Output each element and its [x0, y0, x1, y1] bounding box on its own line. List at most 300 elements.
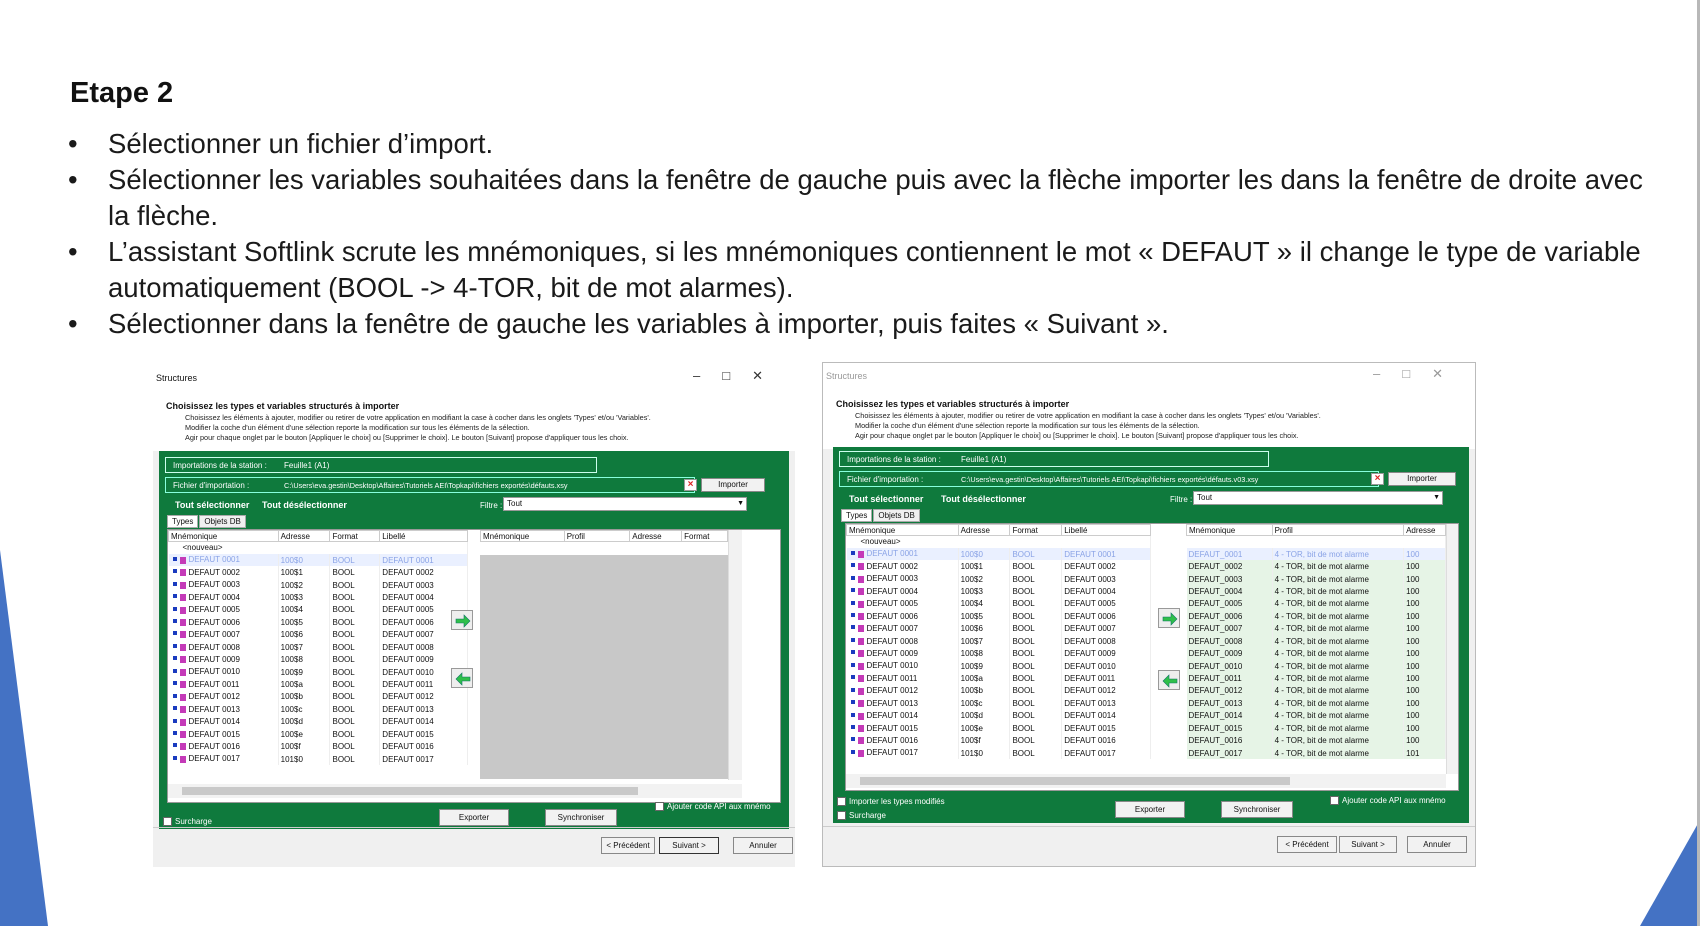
address-cell: 100$6 — [958, 623, 1010, 635]
mnemonic-cell — [169, 554, 279, 566]
table-row[interactable] — [847, 598, 1151, 610]
variable-icon — [849, 687, 867, 696]
format-cell: BOOL — [330, 641, 380, 653]
bit-icon — [173, 557, 177, 561]
mnemonic-text: DEFAUT 0012 — [188, 692, 240, 702]
struct-icon — [858, 576, 864, 583]
tab-types[interactable]: Types — [167, 515, 198, 528]
mnemonic-cell — [847, 610, 959, 622]
table-header-row — [1187, 525, 1446, 536]
profile-cell: 4 - TOR, bit de mot alarme — [1272, 685, 1404, 697]
mnemonic-text: DEFAUT 0015 — [188, 729, 240, 739]
station-value: Feuille1 (A1) — [284, 461, 330, 470]
format-cell: BOOL — [1010, 585, 1062, 597]
table-row[interactable] — [847, 747, 1151, 759]
bit-icon — [173, 743, 177, 747]
profile-cell: 4 - TOR, bit de mot alarme — [1272, 585, 1404, 597]
format-cell: BOOL — [1010, 697, 1062, 709]
struct-icon — [180, 669, 186, 676]
new-row-label: <nouveau> — [169, 542, 468, 554]
horizontal-scrollbar[interactable] — [168, 784, 742, 798]
struct-icon — [180, 694, 186, 701]
variable-icon — [171, 718, 189, 727]
spacer-cell — [1187, 536, 1446, 548]
address-cell: 100$c — [958, 697, 1010, 709]
import-arrow-button[interactable] — [1158, 608, 1180, 628]
label-cell: DEFAUT 0007 — [380, 629, 468, 641]
struct-icon — [858, 650, 864, 657]
synchroniser-button[interactable]: Synchroniser — [1221, 801, 1293, 818]
mnemonic-cell: DEFAUT_0005 — [1187, 598, 1273, 610]
column-header: Profil — [1272, 525, 1404, 536]
address-cell: 100$6 — [278, 629, 330, 641]
bit-icon — [851, 551, 855, 555]
file-label: Fichier d'importation : — [173, 481, 250, 490]
address-cell: 100 — [1404, 672, 1446, 684]
address-cell: 100 — [1404, 685, 1446, 697]
mnemonic-cell — [169, 678, 279, 690]
struct-icon — [180, 582, 186, 589]
address-cell: 100 — [1404, 623, 1446, 635]
mnemonic-text: DEFAUT 0006 — [866, 611, 918, 621]
profile-cell: 4 - TOR, bit de mot alarme — [1272, 598, 1404, 610]
variable-icon — [849, 550, 867, 559]
variable-icon — [849, 699, 867, 708]
table-row[interactable] — [847, 647, 1151, 659]
api-code-label: Ajouter code API aux mnémo — [1342, 796, 1446, 805]
right-corner-shape — [1640, 820, 1700, 926]
exporter-button[interactable]: Exporter — [439, 809, 509, 826]
table-row[interactable] — [1187, 660, 1446, 672]
modified-types-checkbox[interactable] — [837, 797, 846, 806]
bit-icon — [851, 750, 855, 754]
variable-icon — [171, 655, 189, 664]
table-row[interactable] — [1187, 610, 1446, 622]
importer-button[interactable]: Importer — [701, 478, 765, 492]
table-row[interactable] — [1187, 623, 1446, 635]
window-title: Structures — [156, 373, 198, 383]
address-cell: 100$1 — [278, 566, 330, 578]
bit-icon — [851, 601, 855, 605]
select-all-link[interactable]: Tout sélectionner — [175, 500, 250, 510]
address-cell: 100$4 — [958, 598, 1010, 610]
mnemonic-cell: DEFAUT_0016 — [1187, 735, 1273, 747]
mnemonic-text: DEFAUT 0011 — [188, 679, 240, 689]
address-cell: 100$4 — [278, 604, 330, 616]
mnemonic-text: DEFAUT 0004 — [188, 592, 240, 602]
struct-icon — [180, 719, 186, 726]
tab-types[interactable]: Types — [841, 509, 872, 522]
bit-icon — [851, 675, 855, 679]
right-table[interactable] — [1186, 524, 1446, 759]
mnemonic-text: DEFAUT 0002 — [866, 561, 918, 571]
bit-icon — [173, 731, 177, 735]
address-cell: 100$c — [278, 703, 330, 715]
mnemonic-text: DEFAUT 0006 — [188, 617, 240, 627]
importer-button[interactable]: Importer — [1388, 472, 1456, 486]
previous-button[interactable]: < Précédent — [1277, 836, 1337, 853]
table-row[interactable] — [847, 735, 1151, 747]
mnemonic-text: DEFAUT 0002 — [188, 567, 240, 577]
bullet-item: • Sélectionner les variables souhaitées dans la fenêtre de gauche puis avec la flèche importer les dans la fenêtre de droite avec la flèche. — [68, 164, 1643, 231]
table-row[interactable] — [169, 591, 468, 603]
column-header: Mnémonique — [847, 525, 959, 536]
profile-cell: 4 - TOR, bit de mot alarme — [1272, 573, 1404, 585]
column-header: Libellé — [380, 531, 468, 542]
left-table[interactable] — [846, 524, 1151, 759]
api-code-checkbox[interactable] — [1330, 796, 1339, 805]
bit-icon — [173, 669, 177, 673]
mnemonic-cell: DEFAUT_0017 — [1187, 747, 1273, 759]
format-cell: BOOL — [1010, 598, 1062, 610]
mnemonic-text: DEFAUT 0004 — [866, 586, 918, 596]
chevron-down-icon: ▼ — [1433, 494, 1440, 501]
api-code-checkbox[interactable] — [655, 802, 664, 811]
variable-icon — [171, 630, 189, 639]
mnemonic-text: DEFAUT 0016 — [866, 736, 918, 746]
mnemonic-cell — [847, 635, 959, 647]
address-cell: 100 — [1404, 598, 1446, 610]
arrow-right-icon — [455, 614, 471, 628]
bit-icon — [851, 688, 855, 692]
table-row[interactable] — [1187, 573, 1446, 585]
table-row[interactable] — [169, 579, 468, 591]
dialog-instructions: Choisissez les éléments à ajouter, modifier ou retirer de votre application en modifiant la case à cocher dans les onglets 'Types' et/ou 'Variables'. Modifier la coche d'un élément d'une sélection reporte la modification sur tous les éléments de la sélection. Agir pour chaque onglet par le bouton [Appliquer le choix] ou [Supprimer le choix]. Le bouton [Suivant] propose d'appliquer tous les choix. — [185, 413, 651, 442]
variable-icon — [171, 680, 189, 689]
bit-icon — [851, 625, 855, 629]
surcharge-checkbox[interactable] — [837, 811, 846, 820]
format-cell: BOOL — [330, 566, 380, 578]
variable-icon — [849, 600, 867, 609]
bit-icon — [173, 756, 177, 760]
tab-objets-db[interactable]: Objets DB — [199, 515, 245, 528]
address-cell: 100$8 — [958, 647, 1010, 659]
mnemonic-text: DEFAUT 0013 — [188, 704, 240, 714]
file-path-value: C:\Users\eva.gestin\Desktop\Affaires\Tutoriels AEI\Topkapi\fichiers exportés\défauts.v03.xsy — [961, 475, 1259, 484]
profile-cell: 4 - TOR, bit de mot alarme — [1272, 610, 1404, 622]
vertical-scrollbar[interactable] — [728, 530, 742, 780]
column-header: Format — [682, 531, 728, 542]
column-header: Format — [1010, 525, 1062, 536]
dialog-heading: Choisissez les types et variables structurés à importer — [836, 399, 1070, 409]
format-cell: BOOL — [1010, 610, 1062, 622]
table-row[interactable] — [847, 710, 1151, 722]
bit-icon — [851, 638, 855, 642]
label-cell: DEFAUT 0005 — [380, 604, 468, 616]
table-row[interactable] — [1187, 672, 1446, 684]
variable-icon — [849, 736, 867, 745]
mnemonic-text: DEFAUT 0003 — [866, 574, 918, 584]
mnemonic-text: DEFAUT 0001 — [866, 549, 918, 559]
bit-icon — [851, 725, 855, 729]
exporter-button[interactable]: Exporter — [1115, 801, 1185, 818]
left-corner-shape — [0, 550, 48, 926]
address-cell: 100 — [1404, 548, 1446, 560]
table-row[interactable] — [847, 672, 1151, 684]
tab-bar — [841, 509, 921, 522]
table-row[interactable] — [847, 660, 1151, 672]
mnemonic-cell — [847, 585, 959, 597]
mnemonic-text: DEFAUT 0012 — [866, 686, 918, 696]
scroll-thumb[interactable] — [860, 777, 1290, 785]
station-label: Importations de la station : — [173, 461, 267, 470]
address-cell: 100$0 — [278, 554, 330, 566]
struct-icon — [180, 594, 186, 601]
mnemonic-cell: DEFAUT_0002 — [1187, 560, 1273, 572]
title-bar — [823, 363, 1475, 391]
struct-icon — [180, 743, 186, 750]
table-row[interactable] — [1187, 710, 1446, 722]
mnemonic-cell — [169, 566, 279, 578]
table-row[interactable] — [847, 697, 1151, 709]
bullet-list — [68, 126, 1668, 342]
variable-icon — [171, 593, 189, 602]
label-cell: DEFAUT 0016 — [380, 741, 468, 753]
mnemonic-cell — [169, 703, 279, 715]
table-row[interactable] — [847, 573, 1151, 585]
format-cell: BOOL — [330, 591, 380, 603]
table-row[interactable] — [169, 691, 468, 703]
surcharge-checkbox[interactable] — [163, 817, 172, 826]
label-cell: DEFAUT 0013 — [1062, 697, 1151, 709]
variable-icon — [171, 755, 189, 764]
surcharge-label: Surcharge — [849, 811, 886, 820]
variable-icon — [849, 624, 867, 633]
table-row[interactable] — [847, 548, 1151, 560]
structures-dialog-after — [822, 362, 1476, 867]
table-row[interactable] — [847, 685, 1151, 697]
label-cell: DEFAUT 0013 — [380, 703, 468, 715]
format-cell: BOOL — [1010, 548, 1062, 560]
bit-icon — [173, 694, 177, 698]
table-row[interactable] — [169, 728, 468, 740]
table-row[interactable] — [1187, 598, 1446, 610]
label-cell: DEFAUT 0003 — [380, 579, 468, 591]
mnemonic-cell — [847, 735, 959, 747]
cancel-button[interactable]: Annuler — [733, 837, 793, 854]
mnemonic-text: DEFAUT 0010 — [188, 667, 240, 677]
table-row[interactable] — [169, 629, 468, 641]
mnemonic-cell — [169, 591, 279, 603]
mnemonic-cell — [847, 560, 959, 572]
mnemonic-cell — [847, 722, 959, 734]
bit-icon — [173, 594, 177, 598]
address-cell: 100 — [1404, 697, 1446, 709]
new-row[interactable] — [847, 536, 1151, 548]
mnemonic-cell — [169, 616, 279, 628]
bit-icon — [173, 681, 177, 685]
arrow-left-icon — [1162, 674, 1178, 688]
variable-icon — [171, 705, 189, 714]
table-row[interactable] — [169, 716, 468, 728]
mnemonic-cell — [847, 647, 959, 659]
table-row[interactable] — [169, 678, 468, 690]
table-row[interactable] — [169, 666, 468, 678]
column-header: Adresse — [1404, 525, 1446, 536]
mnemonic-cell: DEFAUT_0009 — [1187, 647, 1273, 659]
label-cell: DEFAUT 0003 — [1062, 573, 1151, 585]
struct-icon — [180, 644, 186, 651]
previous-button[interactable]: < Précédent — [601, 837, 655, 854]
bit-icon — [173, 656, 177, 660]
mnemonic-cell: DEFAUT_0014 — [1187, 710, 1273, 722]
profile-cell: 4 - TOR, bit de mot alarme — [1272, 660, 1404, 672]
format-cell: BOOL — [1010, 573, 1062, 585]
select-all-link[interactable]: Tout sélectionner — [849, 494, 924, 504]
struct-icon — [858, 563, 864, 570]
tab-objets-db[interactable]: Objets DB — [873, 509, 919, 522]
address-cell: 100$d — [958, 710, 1010, 722]
label-cell: DEFAUT 0012 — [380, 691, 468, 703]
format-cell: BOOL — [330, 554, 380, 566]
table-row[interactable] — [847, 610, 1151, 622]
mnemonic-text: DEFAUT 0008 — [866, 636, 918, 646]
struct-icon — [180, 607, 186, 614]
label-cell: DEFAUT 0011 — [1062, 672, 1151, 684]
new-row[interactable] — [169, 542, 468, 554]
variable-icon — [171, 618, 189, 627]
struct-icon — [858, 613, 864, 620]
filter-select[interactable]: Tout ▼ — [503, 497, 747, 511]
struct-icon — [180, 656, 186, 663]
table-row[interactable] — [169, 641, 468, 653]
table-row[interactable] — [847, 623, 1151, 635]
mnemonic-cell — [169, 653, 279, 665]
column-header: Format — [330, 531, 380, 542]
next-button[interactable]: Suivant > — [659, 837, 719, 854]
address-cell: 100$5 — [278, 616, 330, 628]
table-row[interactable] — [169, 604, 468, 616]
slide-title: Etape 2 — [70, 77, 174, 109]
mnemonic-cell — [847, 685, 959, 697]
label-cell: DEFAUT 0012 — [1062, 685, 1151, 697]
table-row[interactable] — [1187, 560, 1446, 572]
struct-icon — [180, 569, 186, 576]
profile-cell: 4 - TOR, bit de mot alarme — [1272, 722, 1404, 734]
table-row[interactable] — [847, 635, 1151, 647]
format-cell: BOOL — [1010, 722, 1062, 734]
chevron-down-icon: ▼ — [737, 500, 744, 507]
variable-icon — [849, 674, 867, 683]
remove-arrow-button[interactable] — [1158, 670, 1180, 690]
address-cell: 100 — [1404, 585, 1446, 597]
clear-file-icon[interactable]: × — [1371, 473, 1384, 485]
label-cell: DEFAUT 0006 — [1062, 610, 1151, 622]
window-controls[interactable]: –□✕ — [1373, 366, 1465, 381]
deselect-all-link[interactable]: Tout désélectionner — [262, 500, 347, 510]
table-row[interactable] — [169, 703, 468, 715]
struct-icon — [858, 588, 864, 595]
format-cell: BOOL — [1010, 735, 1062, 747]
vertical-scrollbar[interactable] — [1446, 524, 1459, 774]
struct-icon — [858, 700, 864, 707]
table-row[interactable] — [1187, 635, 1446, 647]
column-header: Libellé — [1062, 525, 1151, 536]
mnemonic-text: DEFAUT 0001 — [188, 555, 240, 565]
mnemonic-cell: DEFAUT_0003 — [1187, 573, 1273, 585]
mnemonic-cell: DEFAUT_0013 — [1187, 697, 1273, 709]
mnemonic-cell: DEFAUT_0012 — [1187, 685, 1273, 697]
mnemonic-text: DEFAUT 0009 — [866, 648, 918, 658]
mnemonic-cell: DEFAUT_0004 — [1187, 585, 1273, 597]
table-row[interactable] — [1187, 548, 1446, 560]
synchroniser-button[interactable]: Synchroniser — [545, 809, 617, 826]
new-row-label: <nouveau> — [847, 536, 1151, 548]
table-row[interactable] — [169, 566, 468, 578]
table-row[interactable] — [1187, 747, 1446, 759]
deselect-all-link[interactable]: Tout désélectionner — [941, 494, 1026, 504]
variables-panel — [845, 523, 1459, 791]
dialog-header — [823, 391, 1475, 449]
table-row[interactable] — [169, 554, 468, 566]
table-row[interactable] — [1187, 735, 1446, 747]
mnemonic-cell — [847, 623, 959, 635]
table-row[interactable] — [1187, 722, 1446, 734]
table-row[interactable] — [169, 753, 468, 765]
arrow-right-icon — [1162, 612, 1178, 626]
profile-cell: 4 - TOR, bit de mot alarme — [1272, 672, 1404, 684]
address-cell: 100$f — [278, 741, 330, 753]
mnemonic-cell — [169, 629, 279, 641]
mnemonic-cell — [847, 697, 959, 709]
mnemonic-text: DEFAUT 0017 — [188, 754, 240, 764]
scroll-thumb[interactable] — [182, 787, 638, 795]
address-cell: 100$7 — [278, 641, 330, 653]
table-row[interactable] — [1187, 585, 1446, 597]
mnemonic-text: DEFAUT 0014 — [188, 717, 240, 727]
column-header: Mnémonique — [169, 531, 279, 542]
import-arrow-button[interactable] — [451, 610, 473, 630]
window-controls[interactable]: –□✕ — [693, 368, 785, 383]
format-cell: BOOL — [330, 678, 380, 690]
address-cell: 100$9 — [278, 666, 330, 678]
table-row[interactable] — [169, 741, 468, 753]
address-cell: 100$2 — [278, 579, 330, 591]
variable-icon — [171, 668, 189, 677]
right-table[interactable] — [480, 530, 728, 542]
mnemonic-text: DEFAUT 0008 — [188, 642, 240, 652]
bit-icon — [173, 582, 177, 586]
remove-arrow-button[interactable] — [451, 668, 473, 688]
cancel-button[interactable]: Annuler — [1407, 836, 1467, 853]
surcharge-label: Surcharge — [175, 817, 212, 826]
table-row[interactable] — [847, 560, 1151, 572]
filter-label: Filtre : — [480, 501, 503, 510]
table-row[interactable] — [847, 722, 1151, 734]
mnemonic-cell: DEFAUT_0015 — [1187, 722, 1273, 734]
struct-icon — [858, 601, 864, 608]
filter-select[interactable]: Tout ▼ — [1193, 491, 1443, 505]
variable-icon — [171, 606, 189, 615]
table-row[interactable] — [1187, 685, 1446, 697]
horizontal-scrollbar[interactable] — [846, 774, 1446, 788]
table-header-row — [169, 531, 468, 542]
table-row[interactable] — [169, 616, 468, 628]
label-cell: DEFAUT 0010 — [1062, 660, 1151, 672]
left-table[interactable] — [168, 530, 468, 765]
clear-file-icon[interactable]: × — [684, 479, 697, 491]
table-row[interactable] — [169, 653, 468, 665]
mnemonic-text: DEFAUT 0005 — [866, 599, 918, 609]
table-row[interactable] — [1187, 697, 1446, 709]
table-row[interactable] — [847, 585, 1151, 597]
address-cell: 100$3 — [958, 585, 1010, 597]
variable-icon — [849, 637, 867, 646]
station-value: Feuille1 (A1) — [961, 455, 1007, 464]
table-row[interactable] — [1187, 647, 1446, 659]
mnemonic-cell — [169, 641, 279, 653]
next-button[interactable]: Suivant > — [1339, 836, 1397, 853]
